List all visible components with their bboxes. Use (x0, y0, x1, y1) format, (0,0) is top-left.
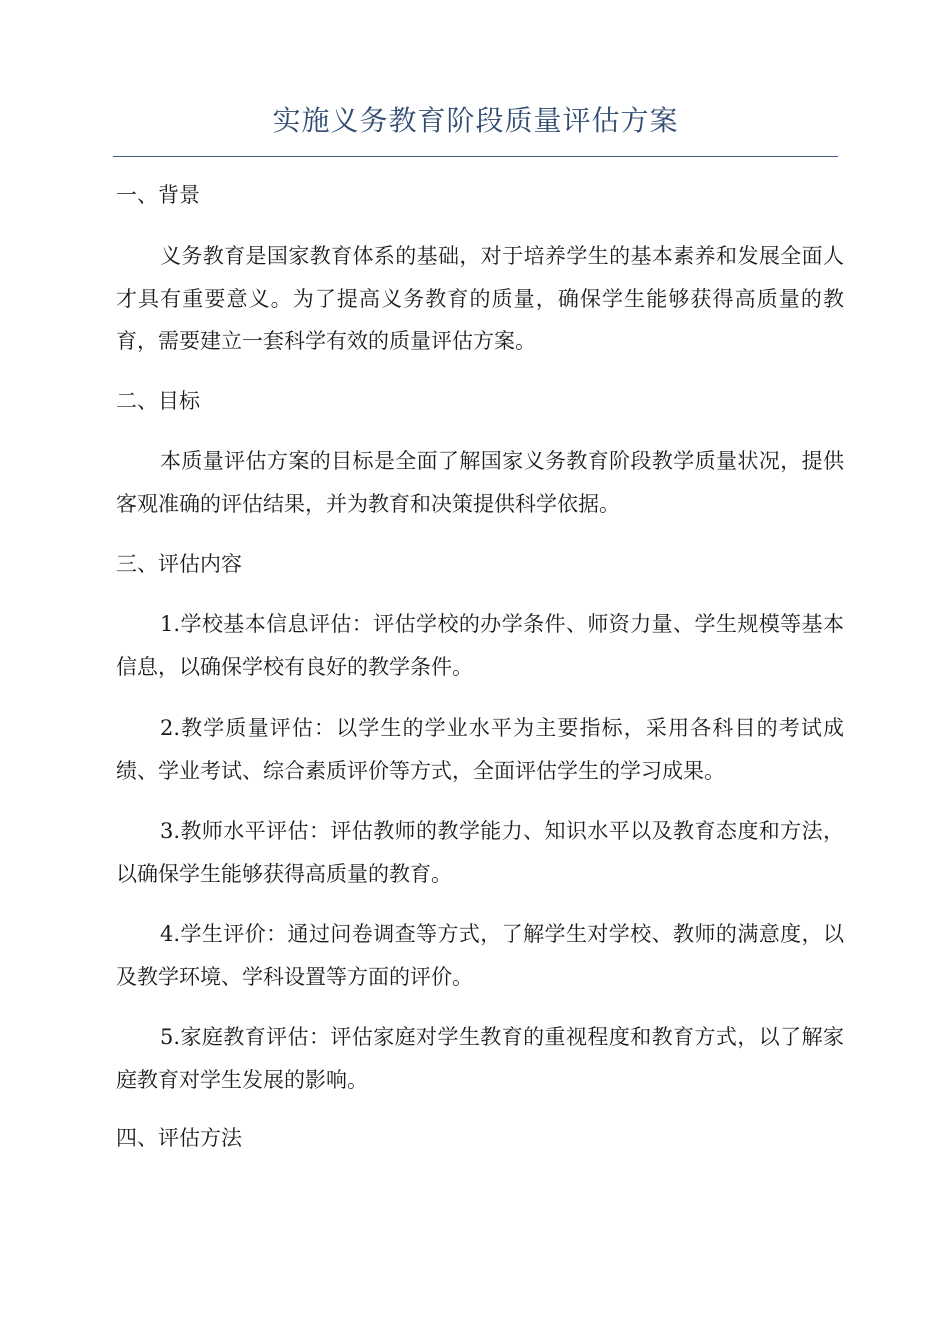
content-item-3: 3.教师水平评估：评估教师的教学能力、知识水平以及教育态度和方法，以确保学生能够获得高质量的教育。 (116, 819, 844, 886)
title-divider (113, 156, 838, 157)
document-title: 实施义务教育阶段质量评估方案 (272, 104, 679, 137)
content-item-1: 1.学校基本信息评估：评估学校的办学条件、师资力量、学生规模等基本信息，以确保学校有良好的教学条件。 (116, 612, 844, 679)
section-heading-goal: 二、目标 (116, 389, 200, 413)
section-heading-method: 四、评估方法 (116, 1126, 242, 1150)
paragraph-background: 义务教育是国家教育体系的基础，对于培养学生的基本素养和发展全面人才具有重要意义。为了提高义务教育的质量，确保学生能够获得高质量的教育，需要建立一套科学有效的质量评估方案。 (116, 244, 844, 353)
paragraph-goal: 本质量评估方案的目标是全面了解国家义务教育阶段教学质量状况，提供客观准确的评估结果，并为教育和决策提供科学依据。 (116, 449, 844, 516)
section-heading-content: 三、评估内容 (116, 552, 242, 576)
content-item-2: 2.教学质量评估：以学生的学业水平为主要指标，采用各科目的考试成绩、学业考试、综合素质评价等方式，全面评估学生的学习成果。 (116, 716, 844, 783)
section-heading-background: 一、背景 (116, 183, 200, 207)
content-item-4: 4.学生评价：通过问卷调查等方式，了解学生对学校、教师的满意度，以及教学环境、学科设置等方面的评价。 (116, 922, 844, 989)
content-item-5: 5.家庭教育评估：评估家庭对学生教育的重视程度和教育方式，以了解家庭教育对学生发展的影响。 (116, 1025, 844, 1092)
